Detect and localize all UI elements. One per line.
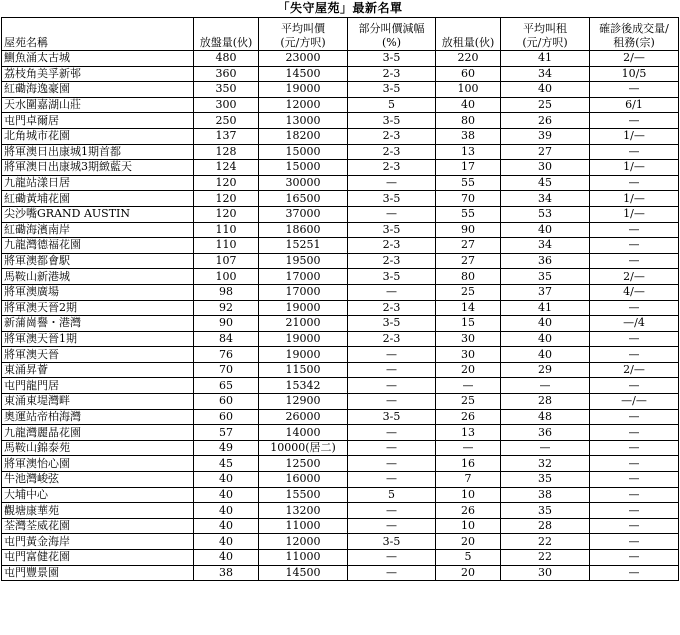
- table-row: [2, 425, 679, 441]
- table-row: [2, 440, 679, 456]
- cell-avg-ask: 14500: [259, 66, 348, 82]
- cell-avg-rent: 40: [501, 331, 590, 347]
- cell-rental: 17: [436, 160, 501, 176]
- cell-avg-rent: 28: [501, 518, 590, 534]
- cell-avg-ask: 26000: [259, 409, 348, 425]
- cell-name: 東涌昇薈: [2, 362, 194, 378]
- cell-price-cut: 2-3: [348, 253, 436, 269]
- cell-price-cut: 5: [348, 97, 436, 113]
- cell-rental: 20: [436, 534, 501, 550]
- cell-deals: 2/—: [590, 51, 679, 67]
- table-row: [2, 82, 679, 98]
- cell-rental: 40: [436, 97, 501, 113]
- cell-price-cut: 2-3: [348, 300, 436, 316]
- cell-avg-ask: 16000: [259, 472, 348, 488]
- cell-deals: 1/—: [590, 128, 679, 144]
- table-row: [2, 362, 679, 378]
- cell-listing: 120: [194, 206, 259, 222]
- cell-rental: 90: [436, 222, 501, 238]
- cell-name: 東涌東堤灣畔: [2, 394, 194, 410]
- cell-avg-rent: 40: [501, 222, 590, 238]
- cell-price-cut: 3-5: [348, 269, 436, 285]
- cell-deals: —/—: [590, 394, 679, 410]
- cell-listing: 137: [194, 128, 259, 144]
- cell-name: 荔枝角美孚新邨: [2, 66, 194, 82]
- cell-avg-rent: 53: [501, 206, 590, 222]
- cell-name: 馬鞍山錦泰苑: [2, 440, 194, 456]
- table-row: [2, 269, 679, 285]
- cell-rental: 26: [436, 503, 501, 519]
- cell-name: 九龍站漾日居: [2, 175, 194, 191]
- cell-listing: 107: [194, 253, 259, 269]
- property-table: [1, 17, 679, 581]
- cell-listing: 128: [194, 144, 259, 160]
- cell-avg-ask: 18200: [259, 128, 348, 144]
- table-row: [2, 550, 679, 566]
- cell-avg-rent: 38: [501, 487, 590, 503]
- table-row: [2, 503, 679, 519]
- cell-name: 九龍灣德福花園: [2, 238, 194, 254]
- header-rental: 放租量(伙): [436, 18, 501, 51]
- cell-avg-ask: 17000: [259, 284, 348, 300]
- cell-avg-ask: 30000: [259, 175, 348, 191]
- page-title: 「失守屋苑」最新名單: [277, 1, 403, 15]
- cell-deals: —: [590, 534, 679, 550]
- cell-avg-ask: 19000: [259, 347, 348, 363]
- cell-name: 奧運站帝柏海灣: [2, 409, 194, 425]
- header-avg-rent-line2: (元/方呎): [522, 36, 568, 49]
- cell-avg-rent: 35: [501, 503, 590, 519]
- cell-price-cut: 2-3: [348, 128, 436, 144]
- cell-avg-ask: 14500: [259, 565, 348, 581]
- cell-rental: 5: [436, 550, 501, 566]
- cell-avg-rent: —: [501, 440, 590, 456]
- cell-name: 鰂魚涌太古城: [2, 51, 194, 67]
- cell-name: 九龍灣麗晶花園: [2, 425, 194, 441]
- cell-rental: 15: [436, 316, 501, 332]
- cell-rental: 80: [436, 269, 501, 285]
- cell-avg-rent: 41: [501, 51, 590, 67]
- table-row: [2, 518, 679, 534]
- cell-name: 紅磡海濱南岸: [2, 222, 194, 238]
- table-row: [2, 565, 679, 581]
- cell-listing: 100: [194, 269, 259, 285]
- table-row: [2, 472, 679, 488]
- table-row: [2, 284, 679, 300]
- cell-name: 北角城市花園: [2, 128, 194, 144]
- cell-avg-ask: 10000(居二): [259, 440, 348, 456]
- cell-listing: 250: [194, 113, 259, 129]
- cell-rental: 25: [436, 284, 501, 300]
- cell-deals: 1/—: [590, 206, 679, 222]
- cell-avg-rent: 25: [501, 97, 590, 113]
- table-row: [2, 160, 679, 176]
- table-row: [2, 300, 679, 316]
- cell-avg-ask: 21000: [259, 316, 348, 332]
- cell-avg-ask: 13000: [259, 113, 348, 129]
- cell-deals: —/4: [590, 316, 679, 332]
- header-name: 屋苑名稱: [2, 18, 194, 51]
- cell-rental: 7: [436, 472, 501, 488]
- cell-avg-ask: 19000: [259, 82, 348, 98]
- cell-deals: —: [590, 456, 679, 472]
- cell-price-cut: 3-5: [348, 51, 436, 67]
- cell-price-cut: —: [348, 425, 436, 441]
- cell-deals: —: [590, 238, 679, 254]
- cell-deals: —: [590, 144, 679, 160]
- cell-avg-ask: 12500: [259, 456, 348, 472]
- cell-deals: —: [590, 175, 679, 191]
- cell-deals: 1/—: [590, 191, 679, 207]
- cell-deals: —: [590, 331, 679, 347]
- cell-listing: 65: [194, 378, 259, 394]
- cell-avg-ask: 19000: [259, 300, 348, 316]
- cell-listing: 40: [194, 487, 259, 503]
- cell-avg-rent: 35: [501, 269, 590, 285]
- header-deals: [590, 18, 679, 51]
- cell-rental: 26: [436, 409, 501, 425]
- cell-deals: —: [590, 82, 679, 98]
- cell-deals: —: [590, 378, 679, 394]
- cell-price-cut: 3-5: [348, 82, 436, 98]
- cell-name: 將軍澳怡心園: [2, 456, 194, 472]
- cell-avg-ask: 16500: [259, 191, 348, 207]
- cell-listing: 120: [194, 191, 259, 207]
- cell-name: 屯門富健花園: [2, 550, 194, 566]
- cell-deals: —: [590, 550, 679, 566]
- header-avg-ask-line1: 平均叫價: [281, 22, 325, 35]
- cell-avg-ask: 12000: [259, 97, 348, 113]
- cell-deals: 2/—: [590, 269, 679, 285]
- cell-rental: 30: [436, 347, 501, 363]
- cell-avg-ask: 37000: [259, 206, 348, 222]
- cell-listing: 480: [194, 51, 259, 67]
- cell-avg-rent: 29: [501, 362, 590, 378]
- cell-listing: 40: [194, 472, 259, 488]
- cell-price-cut: —: [348, 284, 436, 300]
- cell-price-cut: 3-5: [348, 316, 436, 332]
- table-row: [2, 456, 679, 472]
- cell-name: 荃灣荃威花園: [2, 518, 194, 534]
- cell-price-cut: —: [348, 175, 436, 191]
- cell-avg-rent: 22: [501, 534, 590, 550]
- header-avg-ask-line2: (元/方呎): [280, 36, 326, 49]
- cell-deals: —: [590, 222, 679, 238]
- cell-deals: —: [590, 565, 679, 581]
- cell-deals: 1/—: [590, 160, 679, 176]
- cell-avg-ask: 15342: [259, 378, 348, 394]
- cell-listing: 110: [194, 238, 259, 254]
- cell-avg-ask: 12000: [259, 534, 348, 550]
- cell-avg-rent: 41: [501, 300, 590, 316]
- table-row: [2, 97, 679, 113]
- cell-listing: 92: [194, 300, 259, 316]
- table-row: [2, 378, 679, 394]
- cell-deals: —: [590, 487, 679, 503]
- table-row: [2, 534, 679, 550]
- table-row: [2, 51, 679, 67]
- cell-price-cut: 3-5: [348, 191, 436, 207]
- cell-name: 屯門卓爾居: [2, 113, 194, 129]
- cell-avg-rent: 48: [501, 409, 590, 425]
- cell-price-cut: —: [348, 378, 436, 394]
- table-row: [2, 222, 679, 238]
- cell-price-cut: 2-3: [348, 144, 436, 160]
- cell-name: 天水圍嘉湖山莊: [2, 97, 194, 113]
- cell-avg-rent: —: [501, 378, 590, 394]
- cell-listing: 98: [194, 284, 259, 300]
- cell-avg-ask: 18600: [259, 222, 348, 238]
- cell-avg-rent: 30: [501, 160, 590, 176]
- cell-deals: 4/—: [590, 284, 679, 300]
- cell-name: 馬鞍山新港城: [2, 269, 194, 285]
- cell-price-cut: —: [348, 456, 436, 472]
- cell-avg-rent: 26: [501, 113, 590, 129]
- table-row: [2, 113, 679, 129]
- cell-avg-rent: 34: [501, 238, 590, 254]
- table-row: [2, 191, 679, 207]
- cell-rental: 60: [436, 66, 501, 82]
- table-row: [2, 394, 679, 410]
- cell-deals: —: [590, 113, 679, 129]
- cell-avg-ask: 11500: [259, 362, 348, 378]
- cell-deals: —: [590, 440, 679, 456]
- cell-name: 將軍澳廣場: [2, 284, 194, 300]
- cell-name: 將軍澳都會駅: [2, 253, 194, 269]
- cell-name: 將軍澳天晉: [2, 347, 194, 363]
- cell-avg-ask: 15500: [259, 487, 348, 503]
- header-listing: 放盤量(伙): [194, 18, 259, 51]
- cell-price-cut: 2-3: [348, 238, 436, 254]
- cell-price-cut: 3-5: [348, 534, 436, 550]
- cell-deals: —: [590, 300, 679, 316]
- cell-avg-rent: 45: [501, 175, 590, 191]
- cell-price-cut: —: [348, 347, 436, 363]
- cell-price-cut: —: [348, 472, 436, 488]
- cell-price-cut: —: [348, 440, 436, 456]
- cell-avg-rent: 34: [501, 66, 590, 82]
- cell-deals: —: [590, 518, 679, 534]
- cell-avg-rent: 22: [501, 550, 590, 566]
- cell-name: 屯門龍門居: [2, 378, 194, 394]
- cell-listing: 40: [194, 534, 259, 550]
- cell-avg-rent: 32: [501, 456, 590, 472]
- cell-rental: 13: [436, 144, 501, 160]
- cell-avg-rent: 28: [501, 394, 590, 410]
- table-row: [2, 347, 679, 363]
- cell-avg-ask: 15000: [259, 160, 348, 176]
- table-row: [2, 253, 679, 269]
- cell-avg-rent: 37: [501, 284, 590, 300]
- cell-rental: 30: [436, 331, 501, 347]
- cell-name: 屯門黃金海岸: [2, 534, 194, 550]
- table-row: [2, 316, 679, 332]
- cell-avg-ask: 11000: [259, 550, 348, 566]
- table-row: [2, 238, 679, 254]
- cell-rental: 14: [436, 300, 501, 316]
- cell-rental: 38: [436, 128, 501, 144]
- cell-rental: 220: [436, 51, 501, 67]
- cell-avg-ask: 15000: [259, 144, 348, 160]
- cell-avg-ask: 19000: [259, 331, 348, 347]
- cell-name: 將軍澳日出康城3期緻藍天: [2, 160, 194, 176]
- table-row: [2, 128, 679, 144]
- cell-avg-ask: 11000: [259, 518, 348, 534]
- cell-rental: 70: [436, 191, 501, 207]
- cell-avg-rent: 35: [501, 472, 590, 488]
- cell-listing: 120: [194, 175, 259, 191]
- table-row: [2, 487, 679, 503]
- cell-price-cut: 2-3: [348, 160, 436, 176]
- cell-price-cut: 3-5: [348, 222, 436, 238]
- cell-rental: 13: [436, 425, 501, 441]
- header-avg-rent: [501, 18, 590, 51]
- cell-listing: 76: [194, 347, 259, 363]
- cell-avg-ask: 17000: [259, 269, 348, 285]
- cell-price-cut: 5: [348, 487, 436, 503]
- cell-deals: —: [590, 425, 679, 441]
- cell-rental: 10: [436, 518, 501, 534]
- cell-listing: 84: [194, 331, 259, 347]
- cell-listing: 40: [194, 518, 259, 534]
- table-row: [2, 409, 679, 425]
- cell-rental: 16: [436, 456, 501, 472]
- cell-name: 將軍澳日出康城1期首都: [2, 144, 194, 160]
- cell-price-cut: —: [348, 394, 436, 410]
- cell-price-cut: 3-5: [348, 113, 436, 129]
- cell-deals: —: [590, 409, 679, 425]
- cell-name: 將軍澳天晉1期: [2, 331, 194, 347]
- cell-rental: 80: [436, 113, 501, 129]
- cell-avg-rent: 40: [501, 316, 590, 332]
- cell-avg-rent: 27: [501, 144, 590, 160]
- cell-avg-rent: 30: [501, 565, 590, 581]
- table-row: [2, 331, 679, 347]
- cell-listing: 60: [194, 394, 259, 410]
- cell-name: 新蒲崗譽・港灣: [2, 316, 194, 332]
- cell-name: 紅磡黃埔花園: [2, 191, 194, 207]
- table-row: [2, 206, 679, 222]
- cell-deals: —: [590, 503, 679, 519]
- cell-listing: 40: [194, 503, 259, 519]
- cell-listing: 60: [194, 409, 259, 425]
- table-row: [2, 66, 679, 82]
- cell-listing: 124: [194, 160, 259, 176]
- cell-rental: 55: [436, 175, 501, 191]
- header-deals-line1: 確診後成交量/: [599, 22, 669, 35]
- cell-avg-ask: 14000: [259, 425, 348, 441]
- cell-avg-ask: 13200: [259, 503, 348, 519]
- cell-name: 紅磡海逸豪園: [2, 82, 194, 98]
- cell-avg-ask: 15251: [259, 238, 348, 254]
- cell-price-cut: —: [348, 565, 436, 581]
- header-price-cut: [348, 18, 436, 51]
- cell-price-cut: —: [348, 518, 436, 534]
- cell-listing: 350: [194, 82, 259, 98]
- cell-avg-rent: 39: [501, 128, 590, 144]
- cell-name: 牛池灣峻弦: [2, 472, 194, 488]
- cell-deals: —: [590, 472, 679, 488]
- cell-listing: 40: [194, 550, 259, 566]
- header-avg-ask: [259, 18, 348, 51]
- cell-rental: 27: [436, 253, 501, 269]
- cell-rental: 25: [436, 394, 501, 410]
- cell-avg-rent: 40: [501, 82, 590, 98]
- cell-listing: 49: [194, 440, 259, 456]
- cell-name: 大埔中心: [2, 487, 194, 503]
- cell-avg-ask: 23000: [259, 51, 348, 67]
- cell-rental: 20: [436, 362, 501, 378]
- cell-listing: 70: [194, 362, 259, 378]
- header-deals-line2: 租務(宗): [613, 36, 655, 49]
- cell-rental: 55: [436, 206, 501, 222]
- cell-listing: 38: [194, 565, 259, 581]
- cell-listing: 360: [194, 66, 259, 82]
- cell-price-cut: 2-3: [348, 66, 436, 82]
- cell-listing: 57: [194, 425, 259, 441]
- cell-rental: —: [436, 440, 501, 456]
- cell-price-cut: —: [348, 206, 436, 222]
- cell-avg-ask: 19500: [259, 253, 348, 269]
- table-row: [2, 144, 679, 160]
- cell-rental: 27: [436, 238, 501, 254]
- cell-price-cut: —: [348, 362, 436, 378]
- cell-name: 觀塘康華苑: [2, 503, 194, 519]
- cell-deals: 6/1: [590, 97, 679, 113]
- table-row: [2, 175, 679, 191]
- cell-avg-rent: 36: [501, 425, 590, 441]
- header-price-cut-line2: (%): [381, 36, 402, 49]
- cell-name: 尖沙嘴GRAND AUSTIN: [2, 206, 194, 222]
- cell-listing: 45: [194, 456, 259, 472]
- cell-price-cut: 2-3: [348, 331, 436, 347]
- cell-listing: 90: [194, 316, 259, 332]
- cell-price-cut: —: [348, 550, 436, 566]
- header-price-cut-line1: 部分叫價減幅: [358, 22, 425, 35]
- cell-avg-rent: 36: [501, 253, 590, 269]
- cell-deals: 10/5: [590, 66, 679, 82]
- header-avg-rent-line1: 平均叫租: [523, 22, 567, 35]
- cell-avg-rent: 34: [501, 191, 590, 207]
- cell-deals: —: [590, 253, 679, 269]
- cell-avg-rent: 40: [501, 347, 590, 363]
- cell-rental: 20: [436, 565, 501, 581]
- cell-name: 屯門豐景園: [2, 565, 194, 581]
- cell-listing: 300: [194, 97, 259, 113]
- cell-avg-ask: 12900: [259, 394, 348, 410]
- cell-rental: 100: [436, 82, 501, 98]
- cell-deals: —: [590, 347, 679, 363]
- table-header: [2, 18, 679, 51]
- cell-rental: 10: [436, 487, 501, 503]
- cell-rental: —: [436, 378, 501, 394]
- cell-price-cut: —: [348, 503, 436, 519]
- table-body: [2, 51, 679, 581]
- cell-listing: 110: [194, 222, 259, 238]
- cell-name: 將軍澳天晉2期: [2, 300, 194, 316]
- cell-price-cut: 3-5: [348, 409, 436, 425]
- cell-deals: 2/—: [590, 362, 679, 378]
